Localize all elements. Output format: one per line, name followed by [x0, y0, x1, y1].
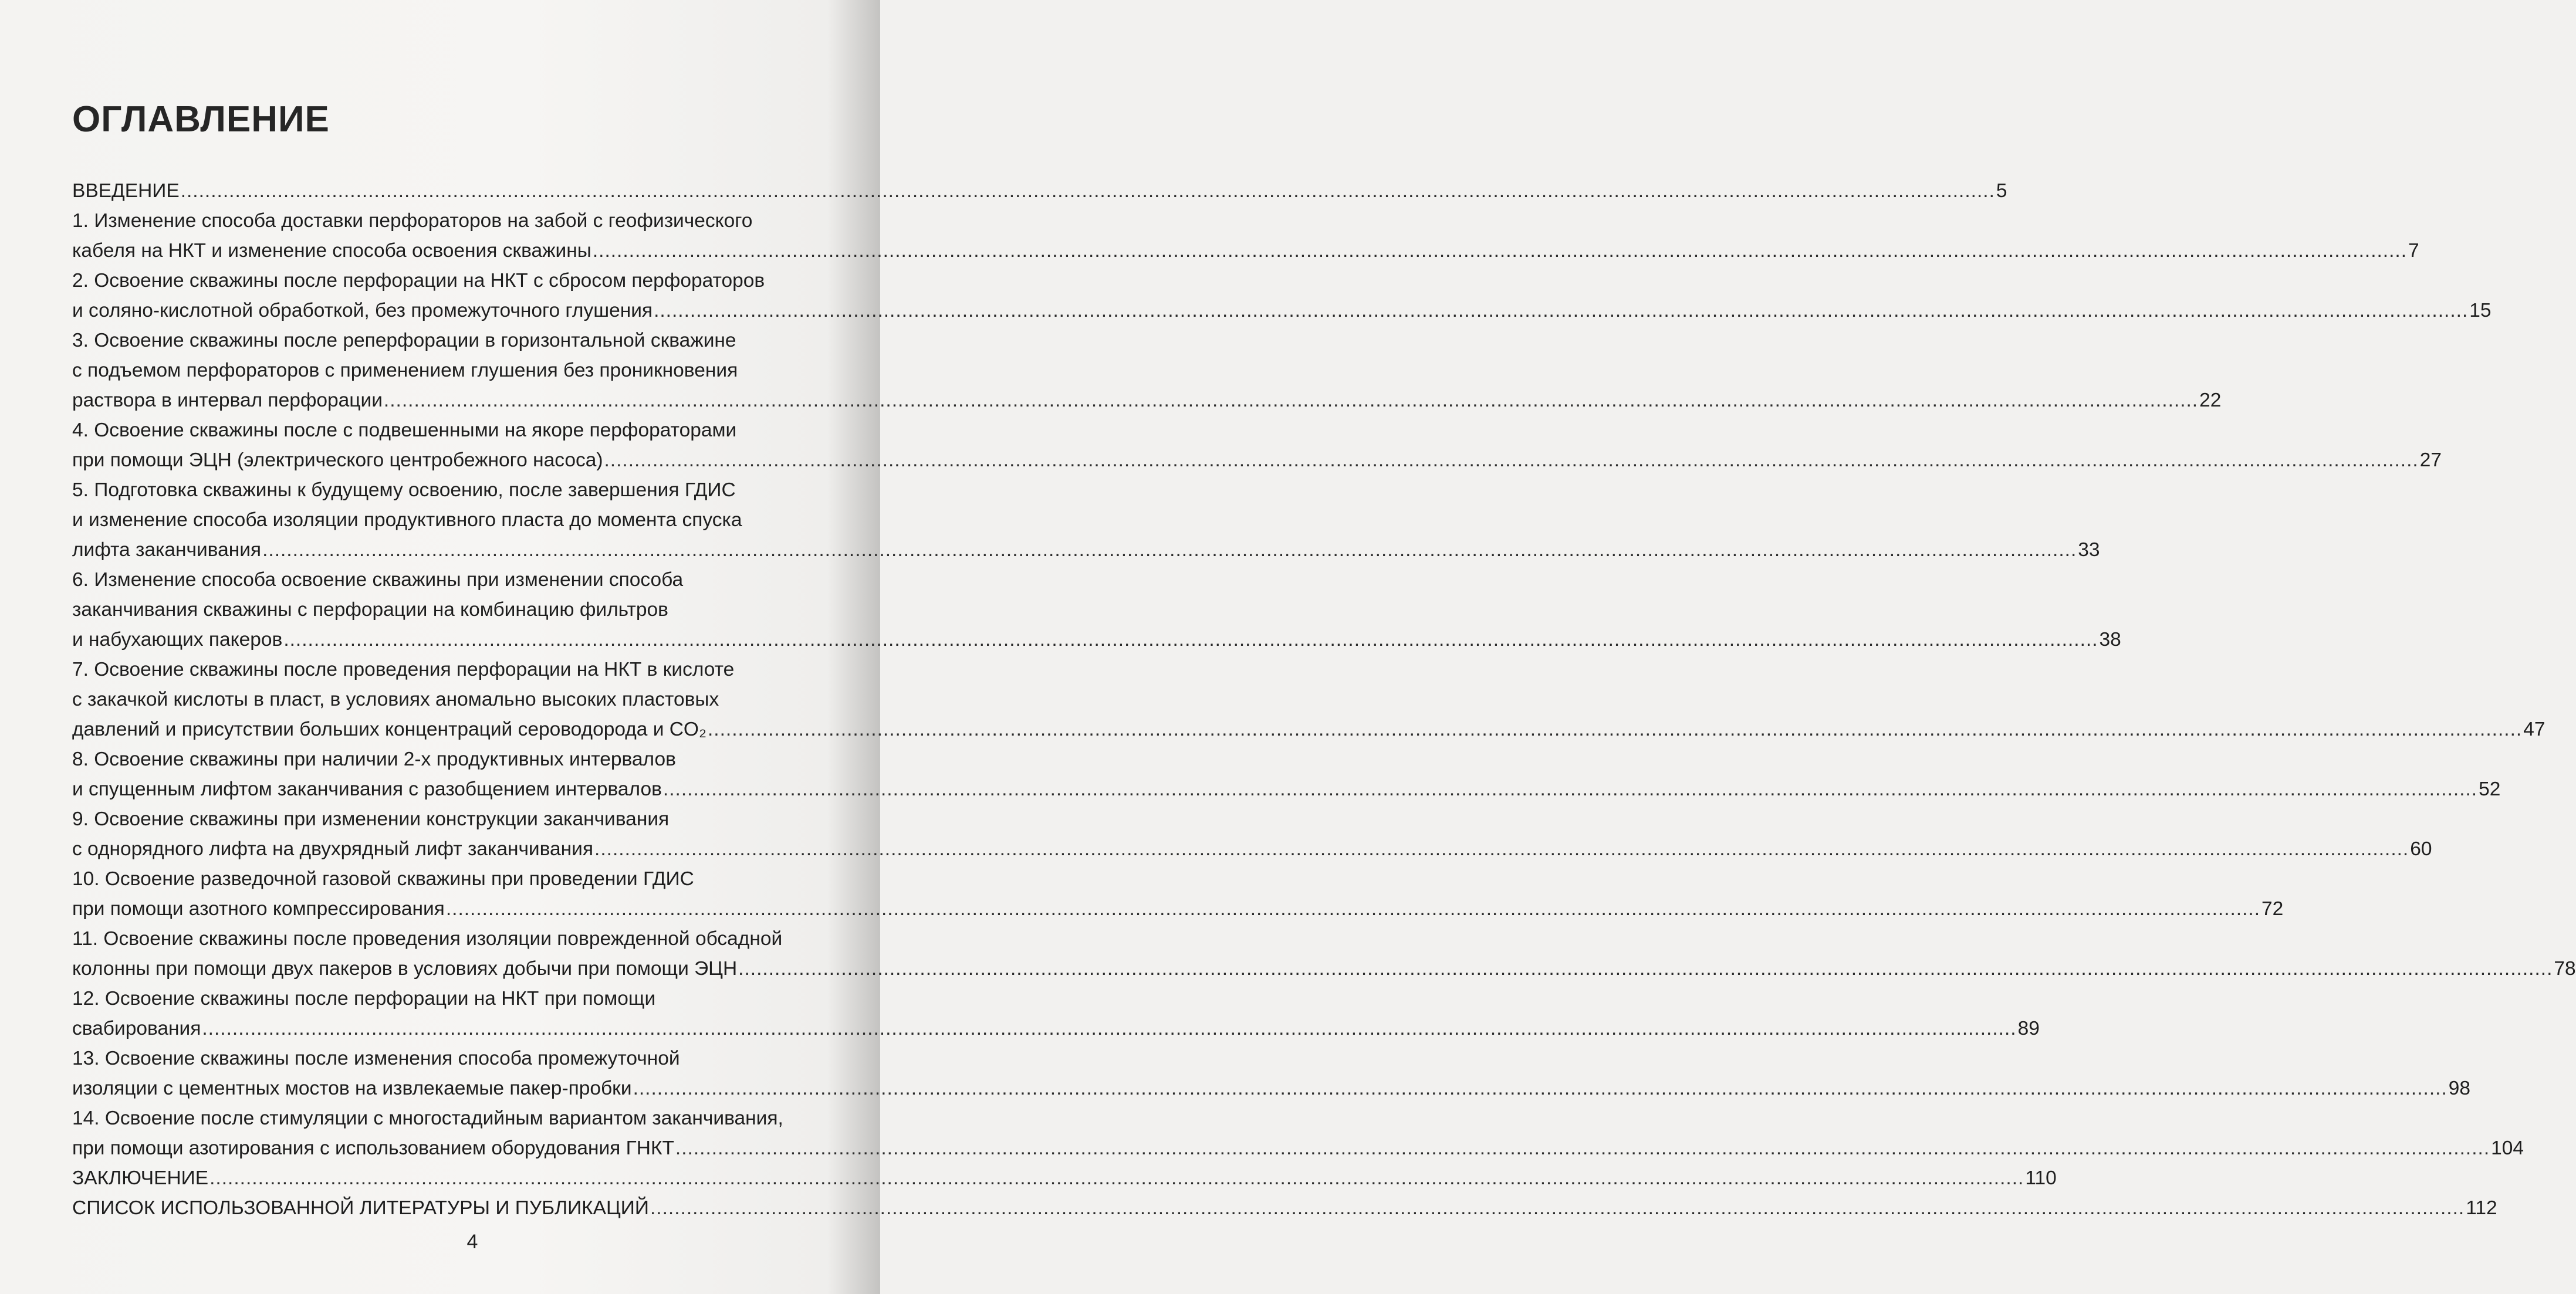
- toc-entry[interactable]: [72, 176, 2007, 206]
- toc-entry-line: 10. Освоение разведочной газовой скважины при проведении ГДИС: [72, 868, 694, 890]
- toc-entry[interactable]: [72, 984, 2040, 1044]
- toc-entry-last-line: [72, 535, 2100, 565]
- toc-page-number: 60: [2410, 838, 2432, 860]
- toc-page-number: 110: [2025, 1167, 2057, 1189]
- toc-entry[interactable]: [72, 1103, 2524, 1163]
- toc-entry-text: при помощи азотного компрессирования: [72, 898, 445, 920]
- toc-entry[interactable]: [72, 1193, 2497, 1223]
- toc-entry[interactable]: [72, 924, 2576, 984]
- toc-entry-line: 3. Освоение скважины после реперфорации в горизонтальной скважине: [72, 330, 736, 351]
- toc-entry-last-line: [72, 834, 2432, 864]
- toc-entry-line: 12. Освоение скважины после перфорации на НКТ при помощи: [72, 988, 656, 1010]
- toc-entry-text: при помощи азотирования с использованием оборудования ГНКТ: [72, 1137, 674, 1159]
- toc-entry-last-line: [72, 1163, 2057, 1193]
- toc-entry-text: ЗАКЛЮЧЕНИЕ: [72, 1167, 209, 1189]
- toc-entry[interactable]: [72, 266, 2492, 326]
- toc-entry-last-line: [72, 176, 2007, 206]
- toc-page-number: 72: [2261, 898, 2284, 920]
- toc-entry-last-line: [72, 714, 2545, 744]
- toc-entry-last-line: [72, 296, 2492, 326]
- toc-entry-line: 9. Освоение скважины при изменении конструкции заканчивания: [72, 808, 670, 830]
- toc-page-number: 98: [2448, 1078, 2471, 1099]
- toc-entry-line: 5. Подготовка скважины к будущему освоению, после завершения ГДИС: [72, 479, 736, 501]
- dot-leader: ............................................................................................................................................................................................................................................................................................................: [604, 449, 2419, 471]
- toc-page-number: 78: [2554, 958, 2576, 980]
- toc-entry-last-line: [72, 385, 2222, 415]
- toc-entry-text: СПИСОК ИСПОЛЬЗОВАННОЙ ЛИТЕРАТУРЫ И ПУБЛИКАЦИЙ: [72, 1197, 649, 1219]
- toc-entry[interactable]: [72, 1044, 2471, 1103]
- page-title: ОГЛАВЛЕНИЕ: [72, 99, 330, 140]
- dot-leader: ............................................................................................................................................................................................................................................................................................................: [592, 240, 2408, 262]
- dot-leader: ............................................................................................................................................................................................................................................................................................................: [383, 389, 2199, 411]
- toc-entry-last-line: [72, 774, 2501, 804]
- toc-entry-last-line: [72, 894, 2284, 924]
- toc-entry-text: изоляции с цементных мостов на извлекаемые пакер-пробки: [72, 1078, 632, 1099]
- toc-entry-line: с подъемом перфораторов с применением глушения без проникновения: [72, 360, 738, 381]
- toc-page-number: 7: [2408, 240, 2419, 262]
- toc-entry-text: ВВЕДЕНИЕ: [72, 180, 180, 202]
- dot-leader: ............................................................................................................................................................................................................................................................................................................: [633, 1078, 2447, 1099]
- toc-page-number: 47: [2523, 719, 2545, 740]
- toc-page-number: 38: [2099, 629, 2121, 651]
- toc-entry[interactable]: [72, 326, 2222, 415]
- toc-entry-line: 6. Изменение способа освоение скважины при изменении способа: [72, 569, 684, 591]
- toc-entry-text: и набухающих пакеров: [72, 629, 283, 651]
- toc-page-number: 33: [2078, 539, 2100, 561]
- toc-entry-text: кабеля на НКТ и изменение способа освоения скважины: [72, 240, 591, 262]
- toc-entry-text: с однорядного лифта на двухрядный лифт заканчивания: [72, 838, 594, 860]
- dot-leader: ............................................................................................................................................................................................................................................................................................................: [180, 180, 1995, 202]
- toc-entry-text: раствора в интервал перфорации: [72, 389, 383, 411]
- toc-entry-line: 13. Освоение скважины после изменения способа промежуточной: [72, 1048, 680, 1069]
- toc-entry-line: и изменение способа изоляции продуктивного пласта до момента спуска: [72, 509, 742, 531]
- toc-entry-line: 14. Освоение после стимуляции с многостадийным вариантом заканчивания,: [72, 1107, 783, 1129]
- toc-entry[interactable]: [72, 655, 2545, 744]
- toc-page-number: 15: [2469, 300, 2492, 321]
- toc-entry-line: с закачкой кислоты в пласт, в условиях аномально высоких пластовых: [72, 689, 719, 710]
- toc-entry[interactable]: [72, 475, 2100, 565]
- toc-entry[interactable]: [72, 864, 2284, 924]
- toc-page-number: 89: [2017, 1018, 2040, 1039]
- dot-leader: ............................................................................................................................................................................................................................................................................................................: [445, 898, 2261, 920]
- toc-entry[interactable]: [72, 744, 2501, 804]
- toc-entry-line: 1. Изменение способа доставки перфораторов на забой с геофизического: [72, 210, 753, 232]
- toc-entry-text: свабирования: [72, 1018, 201, 1039]
- toc-entry-last-line: [72, 445, 2442, 475]
- page-number: 4: [466, 1231, 478, 1253]
- dot-leader: ............................................................................................................................................................................................................................................................................................................: [675, 1137, 2490, 1159]
- toc-entry-last-line: [72, 954, 2576, 984]
- toc-page-number: 22: [2199, 389, 2222, 411]
- toc-entry-text: и соляно-кислотной обработкой, без промежуточного глушения: [72, 300, 653, 321]
- dot-leader: ............................................................................................................................................................................................................................................................................................................: [738, 958, 2553, 980]
- toc-entry-text: и спущенным лифтом заканчивания с разобщением интервалов: [72, 778, 662, 800]
- dot-leader: ............................................................................................................................................................................................................................................................................................................: [283, 629, 2098, 651]
- toc-entry-line: 2. Освоение скважины после перфорации на НКТ с сбросом перфораторов: [72, 270, 765, 292]
- dot-leader: ............................................................................................................................................................................................................................................................................................................: [262, 539, 2077, 561]
- toc-entry[interactable]: [72, 206, 2419, 266]
- toc-entry-line: 8. Освоение скважины при наличии 2-х продуктивных интервалов: [72, 748, 676, 770]
- toc-entry-last-line: [72, 625, 2121, 655]
- dot-leader: ............................................................................................................................................................................................................................................................................................................: [708, 719, 2523, 740]
- toc-entry-last-line: [72, 1133, 2524, 1163]
- toc-entry-last-line: [72, 1014, 2040, 1044]
- toc-entry[interactable]: [72, 1163, 2057, 1193]
- toc-entry-text: лифта заканчивания: [72, 539, 262, 561]
- dot-leader: ............................................................................................................................................................................................................................................................................................................: [654, 300, 2469, 321]
- toc-entry-line: 4. Освоение скважины после с подвешенными на якоре перфораторами: [72, 419, 737, 441]
- dot-leader: ............................................................................................................................................................................................................................................................................................................: [662, 778, 2478, 800]
- toc-page-number: 5: [1996, 180, 2007, 202]
- toc-entry-last-line: [72, 1073, 2471, 1103]
- toc-entry-last-line: [72, 236, 2419, 266]
- toc-entry-line: 11. Освоение скважины после проведения изоляции поврежденной обсадной: [72, 928, 783, 950]
- toc-page-number: 27: [2419, 449, 2442, 471]
- toc-entry-text: при помощи ЭЦН (электрического центробежного насоса): [72, 449, 603, 471]
- dot-leader: ............................................................................................................................................................................................................................................................................................................: [209, 1167, 2024, 1189]
- toc-entry[interactable]: [72, 804, 2432, 864]
- dot-leader: ............................................................................................................................................................................................................................................................................................................: [202, 1018, 2017, 1039]
- toc-page-number: 52: [2479, 778, 2501, 800]
- toc-entry[interactable]: [72, 565, 2121, 655]
- toc-entry-text: колонны при помощи двух пакеров в условиях добычи при помощи ЭЦН: [72, 958, 738, 980]
- toc-entry-line: 7. Освоение скважины после проведения перфорации на НКТ в кислоте: [72, 659, 735, 680]
- toc-page-number: 112: [2466, 1197, 2497, 1219]
- dot-leader: ............................................................................................................................................................................................................................................................................................................: [650, 1197, 2465, 1219]
- table-of-contents: [72, 176, 2576, 1223]
- dot-leader: ............................................................................................................................................................................................................................................................................................................: [594, 838, 2409, 860]
- toc-entry-text: давлений и присутствии больших концентраций сероводорода и CO₂: [72, 719, 706, 740]
- toc-entry-line: заканчивания скважины с перфорации на комбинацию фильтров: [72, 599, 668, 621]
- toc-page-number: 104: [2491, 1137, 2524, 1159]
- toc-entry-last-line: [72, 1193, 2497, 1223]
- toc-entry[interactable]: [72, 415, 2442, 475]
